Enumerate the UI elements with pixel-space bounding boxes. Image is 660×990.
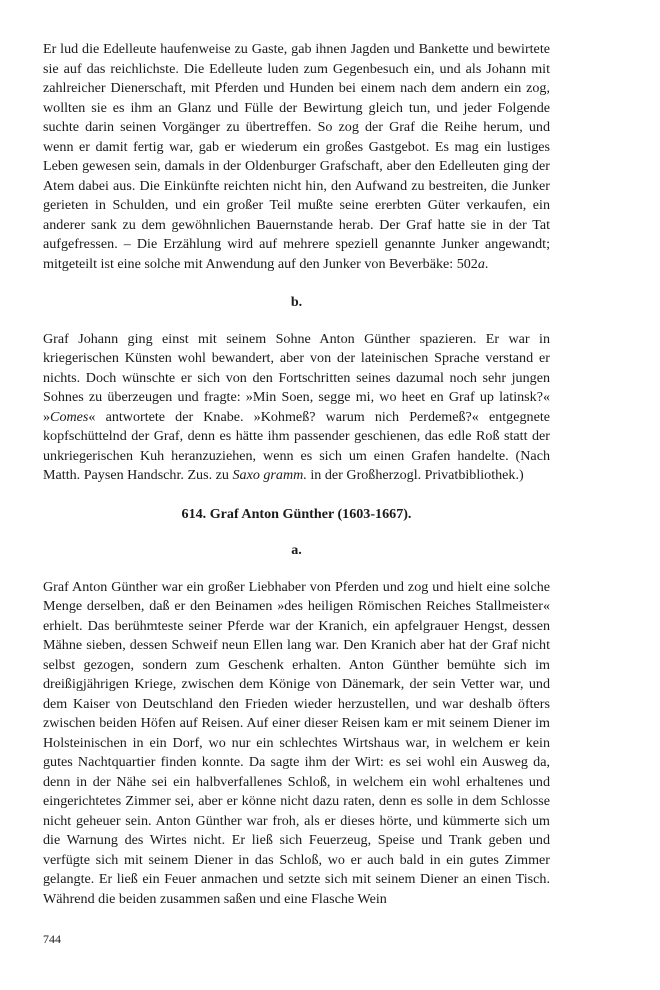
saxo-italic: Saxo gramm. (232, 467, 307, 483)
intro-end: . (484, 255, 489, 272)
section-b-paragraph (43, 330, 550, 486)
intro-ref-italic: a (477, 255, 485, 272)
page-number: 744 (43, 932, 61, 946)
section-b-text-1: Graf Johann ging einst mit seinem Sohne Anton Günther spazieren. Er war in kriegerischen Künsten wohl bewandert, aber von der lateinischen Sprache verstand er nichts. Doch wünschte er sich von den Fortschritten seines dazumal noch sehr jungen Sohnes zu überzeugen und fragte: »Min Soen, segge mi, wo heet en Graf up latinsk?« » (43, 330, 550, 425)
book-page (43, 40, 550, 909)
comes-italic: Comes (50, 408, 89, 425)
intro-paragraph (43, 40, 550, 274)
section-b-label: b. (290, 294, 303, 310)
chapter-title: 614. Graf Anton Günther (1603-1667). (181, 505, 412, 522)
chapter-sub-label: a. (291, 542, 302, 558)
section-b-text-2: « antwortete der Knabe. »Kohmeß? warum nich Perdemeß?« entgegnete kopfschüttelnd der Graf, denn es hätte ihm passender geschienen, das edle Roß statt der unkriegerischen Kuh heranzuziehen, wenn es sich um einen Grafen handelte. (Nach Matth. Paysen Handschr. Zus. zu (43, 408, 550, 483)
section-b-text-3: in der Großherzogl. Privatbibliothek.) (306, 467, 524, 483)
chapter-paragraph: Graf Anton Günther war ein großer Liebhaber von Pferden und zog und hielt eine solche Menge derselben, daß er den Beinamen »des heiligen Römischen Reiches Stallmeister« erhielt. Das berühmteste seiner Pferde war der Kranich, ein apfelgrauer Hengst, dessen Mähne sieben, dessen Schweif neun Ellen lang war. Den Kranich aber hat der Graf nicht selbst gezogen, sondern zum Geschenk erhalten. Anton Günther bemühte sich im dreißigjährigen Kriege, zwischen dem Könige von Dänemark, der sein Vetter war, und dem Kaiser von Deutschland den Frieden wieder herzustellen, und war deshalb öfters zwischen beiden Höfen auf Reisen. Auf einer dieser Reisen kam er mit seinem Diener im Holsteinischen in ein Dorf, wo nur ein schlechtes Wirtshaus war, in welchem er kein gutes Nachtquartier finden konnte. Da sagte ihm der Wirt: es sei wohl ein Ausweg da, denn in der Nähe sei ein halbverfallenes Schloß, in welchem ein wohl erhaltenes und eingerichtetes Zimmer sei, aber er könne nicht dazu raten, denn es solle in dem Schlosse nicht geheuer sein. Anton Günther war froh, als er dieses hörte, und kümmerte sich um die Warnung des Wirtes nicht. Er ließ sich Feuerzeug, Speise und Trank geben und verfügte sich mit seinem Diener in das Schloß, wo er auch bald in ein gutes Zimmer gelangte. Er ließ ein Feuer anmachen und setzte sich mit seinem Diener an einen Tisch. Während die beiden zusammen saßen und eine Flasche Wein (43, 578, 550, 907)
intro-text: Er lud die Edelleute haufenweise zu Gaste, gab ihnen Jagden und Bankette und bewirtete sie auf das reichlichste. Die Edelleute luden zum Gegenbesuch ein, und als Johann mit zahlreicher Dienerschaft, mit Pferden und Hunden bei einem nach dem andern ein zog, wollten sie es ihm an Glanz und Fülle der Bewirtung gleich tun, und jeder Folgende suchte darin seinen Vorgänger zu übertreffen. So zog der Graf die Reihe herum, und wenn er damit fertig war, gab er wiederum ein großes Gastgebot. Es mag ein lustiges Leben gewesen sein, damals in der Oldenburger Grafschaft, aber den Edelleuten ging der Atem dabei aus. Die Einkünfte reichten nicht hin, den Aufwand zu bestreiten, die Junker gerieten in Schulden, und ein großer Teil mußte seine ererbten Güter verkaufen, ein anderer sank zu dem gewöhnlichen Bauernstande herab. Der Graf hatte sie in der Tat aufgefressen. – Die Erzählung wird auf mehrere speziell genannte Junker angewandt; mitgeteilt ist eine solche mit Anwendung auf den Junker von Beverbäke: 502 (43, 41, 550, 272)
